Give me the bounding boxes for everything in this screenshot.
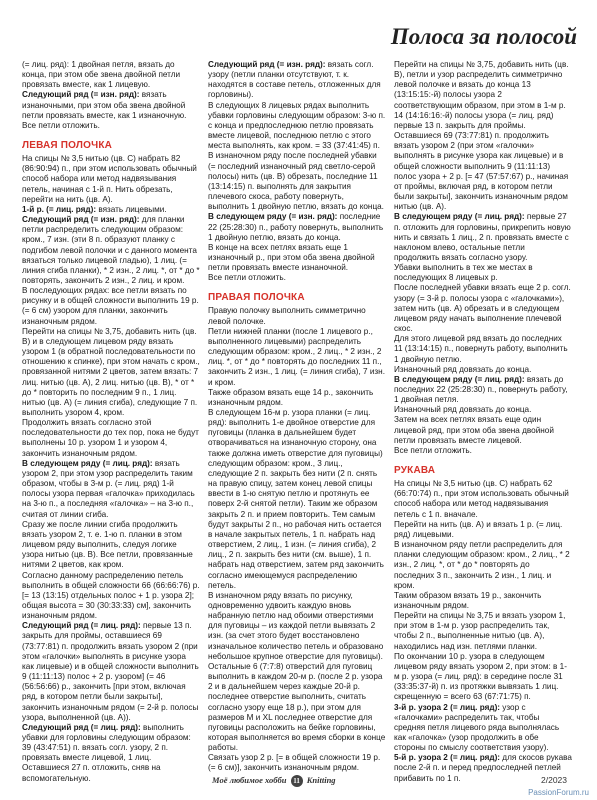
paragraph: На спицы № 3,5 нитью (цв. С) набрать 82 (86:90:94) п., при этом использовать обычный способ набора или метод надвязывания петель, начиная с 1-й п. Нить обрезать, перейти на нить (цв. А). (22, 154, 197, 204)
paragraph: Следующий ряд (= лиц. ряд): первые 13 п. закрыть для проймы, оставшиеся 69 (73:77:81) п. продолжить вязать узором 2 (при этом «галочки» выполнять в рисунке узора как лицевые) и в общей сложности выполнить 9 (11:11:13) полос + 2 р. узором] (= 46 (56:56:66) р., закончить [при этом, включая ряд, в котором петли были закрыты], закончить изнаночным рядом (= 2-й р. полосы узора, выполненной (цв. А)). (22, 621, 199, 722)
paragraph: Петли нижней планки (после 1 лицевого р., выполненного лицевыми) распределить следующим образом: кром., 2 лиц., * 2 изн., 2 лиц. *, от * до * повторять до последних 11 п., закончить 2 изн., 1 лиц. (= линия сгиба), 7 изн. и кром. (208, 326, 385, 387)
paragraph: Сразу же после линии сгиба продолжить вязать узором 2, т. е. 1-ю п. планки в этом лицевом ряду выполнить, следуя логике узора нитью (цв. В). Все петли, провязанные нитями 2 цветов, как кром. (22, 519, 193, 570)
paragraph: Затем на всех петлях вязать еще один лицевой ряд, при этом оба звена двойной петли провязать вместе лицевой. (394, 415, 554, 445)
paragraph: Следующий ряд (= изн. ряд): для планки петли распределить следующим образом: кром., 7 изн. (эти 8 п. образуют планку с подгибом левой полочки и с данного момента вязаться только лицевой гладью), 1 лиц. (= линия сгиба планки), * 2 изн., 2 лиц. *, от * до * повторять, закончить 2 изн., 2 лиц. и кром. (22, 215, 200, 285)
section-heading: ЛЕВАЯ ПОЛОЧКА (22, 140, 113, 152)
text-column-1 (22, 60, 200, 783)
paragraph: На спицы № 3,5 нитью (цв. С) набрать 62 (66:70:74) п., при этом использовать обычный способ набора или метод надвязывания петель с 1 п. вначале. (394, 479, 569, 519)
paragraph: Все петли отложить. (22, 120, 100, 130)
section-heading: РУКАВА (394, 465, 436, 477)
paragraph: Связать узор 2 р. [= в общей сложности 19 р. (= 6 см)], закончить изнаночным рядом. (208, 753, 381, 773)
paragraph: Следующий ряд (= изн. ряд): вязать изнаночными, при этом оба звена двойной петли провязать вместе, как 1 изнаночную. (22, 90, 187, 120)
paragraph: 1-й р. (= лиц. ряд): вязать лицевыми. (22, 204, 167, 214)
paragraph: Перейти на спицы № 3,75, добавить нить (цв. В), петли и узор распределить симметрично левой полочке и вязать до конца 13 (13:15:15:-й) полосы узора 2 соответствующим образом, при этом в 1-м р. 14 (14:16:16:-й) полосы узора (= лиц. ряд) первые 13 п. закрыть для проймы. (394, 60, 569, 130)
section-name: Knitting (306, 775, 336, 785)
paragraph: Согласно данному распределению петель выполнить в общей сложности 66 (66:66:76) р. [= 13 (13:15) отдельных полос + 1 р. узора 2]; общая высота = 30 (30:33:33) см], закончить изнаночным рядом. (22, 570, 200, 621)
paragraph: Перейти на спицы № 3,75 и вязать узором 1, при этом в 1-м р. узор распределить так, чтобы 2 п., выполненные нитью (цв. А), находились над изн. петлями планки. (394, 611, 566, 651)
paragraph: Перейти на спицы № 3,75, добавить нить (цв. В) и в следующем лицевом ряду вязать узором 1 (в обратной последовательности по отношению к спинке), при этом начать с кром., провязанной нитями 2 цветов, затем вязать: 7 лиц. нитью (цв. А), 2 лиц. нитью (цв. В), * от * до * повторить по последним 9 п., 1 лиц. нитью (цв. А) (= линия сгиба), следующие 7 п. выполнить узором 4, кром. (22, 326, 200, 417)
issue-number: 2/2023 (541, 775, 567, 785)
paragraph: В следующем ряду (= лиц. ряд): первые 27 п. отложить для горловины, прикрепить новую нить и связать 1 лиц., 2 п. провязать вместе с наклоном влево, остальные петли продолжить вязать согласно узору. (394, 212, 571, 262)
paragraph: В следующих 8 лицевых рядах выполнить убавки горловины следующим образом: 3-ю п. с конца и предпоследнюю петлю провязать вместе лицевой, последнюю петлю с этого места выполнять, как кром. = 33 (37:41:45) п. (208, 100, 386, 151)
paragraph: Убавки выполнить в тех же местах в последующих 8 лицевых р. (394, 263, 533, 283)
paragraph: 3-й р. узора 2 (= лиц. ряд): узор с «галочками» распределить так, чтобы средняя петля лицевого ряда выполнялась как «галочка» (узор продолжить в обе стороны по смыслу соответствия узору). (394, 702, 560, 753)
paragraph: В изнаночном ряду вязать по рисунку, одновременно удвоить каждую вновь набранную петлю над обоими отверстиями для пуговицы – из каждой петли вывязать 2 изн. (за счет этого будет восстановлено изначальное количество петель и образовано небольшое крупное отверстие для пуговицы). (208, 590, 384, 661)
paragraph: В следующем ряду (= изн. ряд): последние 22 (25:28:30) п., работу повернуть, выполнить 1 двойную петлю, вязать до конца. (208, 212, 384, 242)
magazine-credit (212, 775, 336, 787)
paragraph: В следующем ряду (= лиц. ряд): вязать узором 2, при этом узор распределить таким образом, чтобы в 3-м р. (= лиц. ряд) 1-й полосы узора первая «галочка» приходилась на 3-ю п., а последняя «галочка» – на 3-ю п., считая от линии сгиба. (22, 458, 195, 519)
paragraph: Изнаночный ряд довязать до конца. (394, 405, 532, 415)
paragraph: Следующий ряд (= лиц. ряд): выполнить убавки для горловины следующим образом: 39 (43:47:51) п. вязать согл. узору, 2 п. провязать вместе лицевой, 1 лиц. Оставшиеся 27 п. отложить, сняв на вспомогательную. (22, 722, 191, 783)
paragraph: Остальные 6 (7:7:8) отверстий для пуговиц выполнить в каждом 20-м р. (после 2 р. узора 2 и в дальнейшем через каждые 20-й р. последнее отверстие выполнить, считать согласно узору еще 18 р.), при этом для размеров M и XL последнее отверстие для пуговицы расположить на бейке горловины, которая выполняется во время сборки в конце работы. (208, 661, 386, 753)
paragraph: Также образом вязать еще 14 р., закончить изнаночным рядом. (208, 387, 374, 407)
paragraph: Продолжить вязать согласно этой последовательности до тех пор, пока не будут выполнены 10 р. узором 1 и узором 4, закончить изнаночным рядом. (22, 418, 199, 458)
paragraph: Правую полочку выполнить симметрично левой полочке. (208, 306, 366, 326)
page-number: 11 (291, 775, 303, 787)
paragraph: Для этого лицевой ряд вязать до последних 11 (13:14:15) п., повернуть работу, выполнить 1 двойную петлю. (394, 334, 568, 364)
paragraph: По окончании 10 р. узора в следующем лицевом ряду вязать узором 2, при этом: в 1-м р. узора (= лиц. ряд): в середине после 31 (33:35:37-й) п. из протяжки вывязать 1 лиц. скрещенную = всего 63 (67:71:75) п. (394, 651, 567, 702)
watermark: PassionForum.ru (528, 788, 589, 797)
paragraph: Перейти на нить (цв. А) и вязать 1 р. (= лиц. ряд) лицевыми. (394, 519, 563, 539)
paragraph: Изнаночный ряд довязать до конца. (394, 364, 532, 374)
paragraph: 5-й р. узора 2 (= лиц. ряд): для скосов рукава после 2-й п. и перед предпоследней петлей прибавить по 1 п. (394, 753, 572, 783)
paragraph: Все петли отложить. (208, 273, 286, 283)
paragraph: После последней убавки вязать еще 2 р. согл. узору (= 3-й р. полосы узора с «галочками»), затем нить (цв. А) обрезать и в следующем лицевом ряду начать выполнение плечевой скос. (394, 283, 571, 334)
paragraph: Следующий ряд (= изн. ряд): вязать согл. узору (петли планки отсутствуют, т. к. находятся в составе петель, отложенных для горловины). (208, 60, 381, 100)
paragraph: В конце на всех петлях вязать еще 1 изнаночный р., при этом оба звена двойной петли провязать вместе изнаночной. (208, 242, 375, 273)
paragraph: Таким образом вязать 19 р., закончить изнаночным рядом. (394, 590, 542, 610)
paragraph: Все петли отложить. (394, 445, 472, 455)
paragraph: (= лиц. ряд): 1 двойная петля, вязать до конца, при этом обе звена двойной петли провязать вместе, как 1 лицевую. (22, 60, 181, 90)
paragraph: В последующих рядах: все петли вязать по рисунку и в общей сложности выполнить 19 р. (= 6 см) узором для планки, закончить изнаночным рядом. (22, 286, 199, 326)
paragraph: В изнаночном ряду после последней убавки (= последний изнаночный ряд светло-серой полосы) нить (цв. В) обрезать, последние 11 (13:14:15) п. выполнять для закрытия плечевого скоса, работу повернуть, выполнить 1 двойную петлю, вязать до конца. (208, 151, 384, 212)
section-heading: ПРАВАЯ ПОЛОЧКА (208, 292, 305, 304)
paragraph: Оставшиеся 69 (73:77:81) п. продолжить вязать узором 2 (при этом «галочки» выполнять в рисунке узора как лицевые) и в общей сложности выполнить 9 (11:11:13) полос узора + 2 р. [= 47 (57:57:67) р., начиная от проймы, включая ряд, в котором петли были закрыты], закончить изнаночным рядом нитью (цв. А). (394, 131, 569, 212)
page-footer (0, 775, 597, 789)
paragraph: В следующем ряду (= лиц. ряд): вязать до последних 22 (25:28:30) п., повернуть работу, 1 двойная петля. (394, 374, 568, 405)
paragraph: В следующем 16-м р. узора планки (= лиц. ряд): выполнить 1-е двойное отверстие для пуговицы (планка в дальнейшем будет отворачиваться на изнаночную сторону, она также должна иметь отверстие для пуговицы) следующим образом: кром., 3 лиц., следующие 2 п. закрыть без нити (2 п. снять на правую спицу, затем конец левой спицы ввести в 1-ю снятую петлю и протянуть ее поверх 2-й снятой петли). Таким же образом закрыть 2 п. и прием повторить. Тем самым будут закрыты 2 п., но рабочая нить остается в начале закрытых петель, 1 п. набрать над отверстием, 2 лиц., 1 изн. (= линия сгиба), 2 лиц., 2 п. закрыть без нити (см. выше), 1 п. набрать над отверстием, затем ряд закончить согласно имеющемуся распределению петель. (208, 408, 384, 590)
magazine-name: Моё любимое хобби (212, 775, 287, 785)
text-column-2 (208, 60, 386, 772)
paragraph: В изнаночном ряду петли распределить для планки следующим образом: кром., 2 лиц., * 2 изн., 2 лиц. *, от * до * повторять до последних 3 п., закончить 2 изн., 1 лиц. и кром. (394, 540, 570, 590)
page-title: Полоса за полосой (390, 24, 577, 49)
